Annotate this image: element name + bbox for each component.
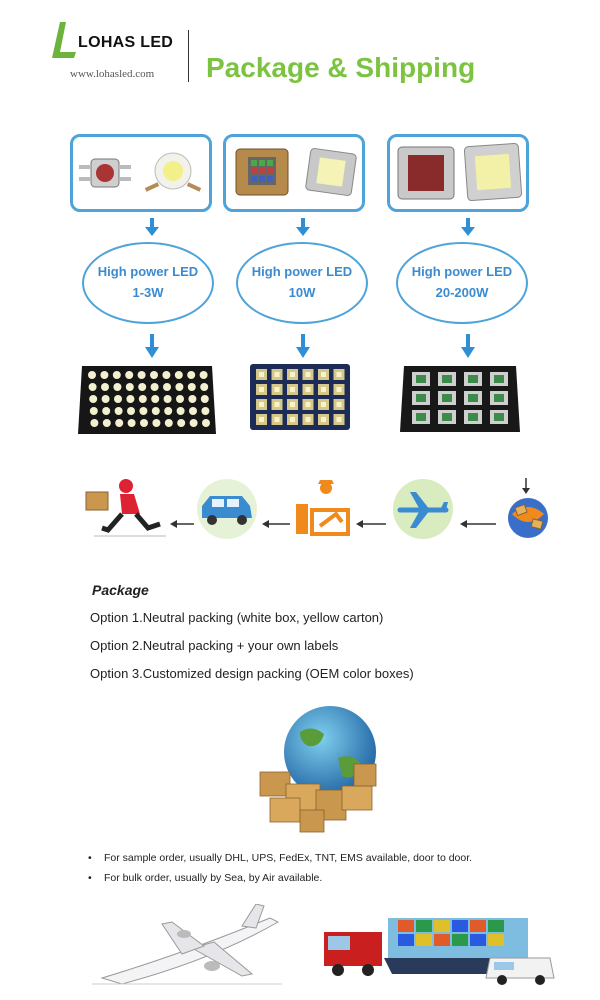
airplane-image: [92, 904, 282, 986]
lohas-logo-icon: [52, 22, 78, 60]
product-power: 1-3W: [132, 285, 164, 300]
tray-1-3w-image: [76, 362, 218, 440]
product-name: High power LED: [251, 264, 353, 279]
car-icon: [194, 474, 260, 544]
package-option-1: Option 1.Neutral packing (white box, yellow carton): [90, 610, 384, 625]
led-1-3w-image-icon: [73, 137, 209, 209]
page-title: Package & Shipping: [206, 52, 476, 83]
product-label-10w: [236, 242, 368, 324]
arrow-down-icon: [145, 218, 159, 236]
product-name: High power LED: [411, 264, 513, 279]
shipping-bullet-2: [88, 872, 322, 884]
globe-boxes-image: [250, 702, 390, 836]
package-heading: Package: [92, 582, 149, 598]
global-parcel-icon: [498, 474, 558, 544]
arrow-left-icon: [356, 514, 386, 524]
product-label-20-200w: [396, 242, 528, 324]
arrow-down-icon: [461, 334, 475, 358]
product-label-1-3w: [82, 242, 214, 324]
tray-10w-image: [248, 362, 352, 436]
airplane-icon: [390, 474, 456, 544]
bullet-text: For bulk order, usually by Sea, by Air available.: [104, 872, 323, 884]
header-divider: [188, 30, 189, 82]
customs-officer-icon: [292, 474, 354, 544]
product-card-10w: [223, 134, 365, 212]
bullet-dot: •: [88, 872, 92, 884]
shipping-bullet-1: [88, 852, 472, 864]
logo-text: LOHAS LED: [78, 34, 174, 51]
arrow-left-icon: [262, 514, 290, 524]
arrow-down-icon: [461, 218, 475, 236]
arrow-down-icon: [296, 218, 310, 236]
package-option-3: Option 3.Customized design packing (OEM color boxes): [90, 666, 414, 681]
product-power: 20-200W: [435, 285, 489, 300]
package-option-2: Option 2.Neutral packing + your own labels: [90, 638, 339, 653]
led-10w-image-icon: [226, 137, 362, 209]
arrow-down-icon: [296, 334, 310, 358]
product-card-1-3w: [70, 134, 212, 212]
logo-url: www.lohasled.com: [70, 68, 155, 80]
bullet-text: For sample order, usually DHL, UPS, FedEx, TNT, EMS available, door to door.: [104, 852, 473, 864]
delivery-man-icon: [82, 474, 168, 544]
product-power: 10W: [288, 285, 316, 300]
product-card-20-200w: [387, 134, 529, 212]
arrow-left-icon: [170, 514, 194, 524]
arrow-down-icon: [145, 334, 159, 358]
tray-20-200w-image: [398, 362, 522, 438]
truck-ship-van-image: [318, 908, 556, 988]
bullet-dot: •: [88, 852, 92, 864]
led-20-200w-image-icon: [390, 137, 526, 209]
arrow-left-icon: [460, 514, 496, 524]
product-name: High power LED: [97, 264, 199, 279]
